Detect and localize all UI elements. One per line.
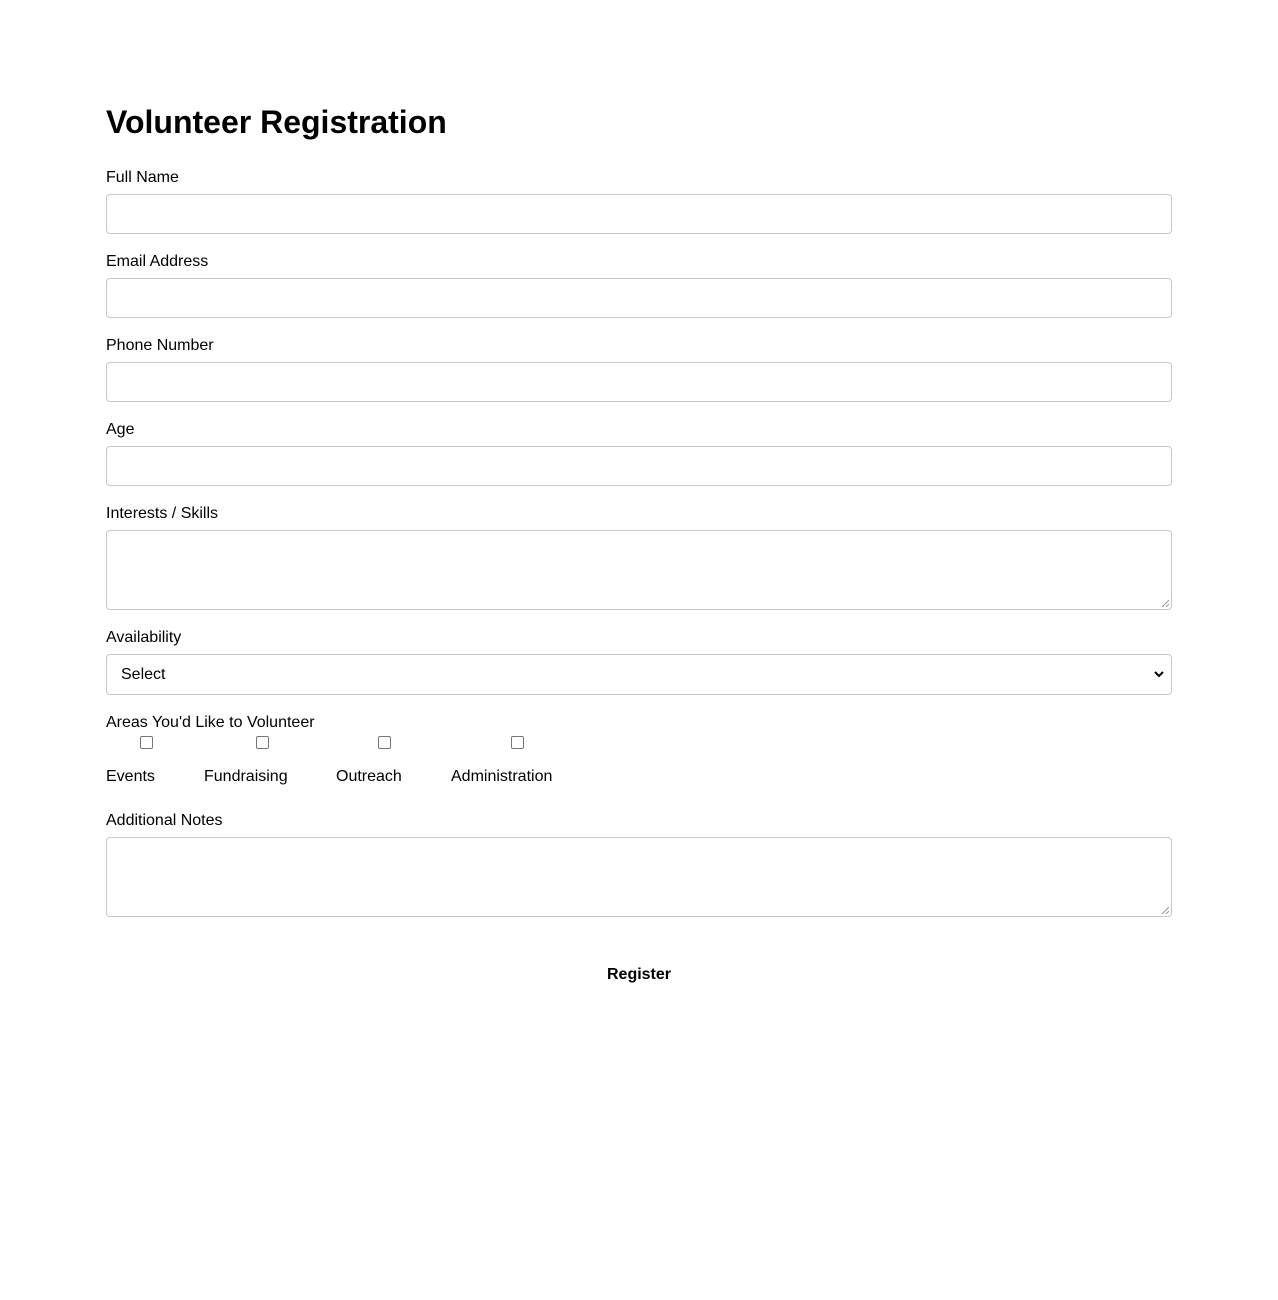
resize-handle-icon[interactable] bbox=[1161, 599, 1169, 607]
full-name-input[interactable] bbox=[106, 194, 1172, 234]
phone-label: Phone Number bbox=[106, 337, 214, 354]
events-option-label[interactable]: Events bbox=[106, 768, 155, 785]
email-label: Email Address bbox=[106, 253, 209, 270]
resize-handle-icon[interactable] bbox=[1161, 906, 1169, 914]
interests-label: Interests / Skills bbox=[106, 505, 219, 522]
fundraising-checkbox[interactable] bbox=[256, 736, 269, 749]
availability-label: Availability bbox=[106, 629, 182, 646]
outreach-checkbox[interactable] bbox=[378, 736, 391, 749]
age-label: Age bbox=[106, 421, 135, 438]
age-input[interactable] bbox=[106, 446, 1172, 486]
outreach-option-label[interactable]: Outreach bbox=[336, 768, 402, 785]
full-name-label: Full Name bbox=[106, 169, 179, 186]
administration-option-label[interactable]: Administration bbox=[451, 768, 553, 785]
availability-select[interactable] bbox=[106, 654, 1172, 695]
chevron-down-icon bbox=[1153, 668, 1165, 680]
fundraising-option-label[interactable]: Fundraising bbox=[204, 768, 288, 785]
availability-selected-value: Select bbox=[121, 666, 166, 683]
email-input[interactable] bbox=[106, 278, 1172, 318]
phone-input[interactable] bbox=[106, 362, 1172, 402]
administration-checkbox[interactable] bbox=[511, 736, 524, 749]
notes-label: Additional Notes bbox=[106, 812, 223, 829]
areas-label: Areas You'd Like to Volunteer bbox=[106, 714, 315, 731]
notes-textarea[interactable] bbox=[106, 837, 1172, 917]
register-button[interactable]: Register bbox=[106, 964, 1172, 986]
events-checkbox[interactable] bbox=[140, 736, 153, 749]
page-title: Volunteer Registration bbox=[106, 104, 447, 140]
interests-textarea[interactable] bbox=[106, 530, 1172, 610]
